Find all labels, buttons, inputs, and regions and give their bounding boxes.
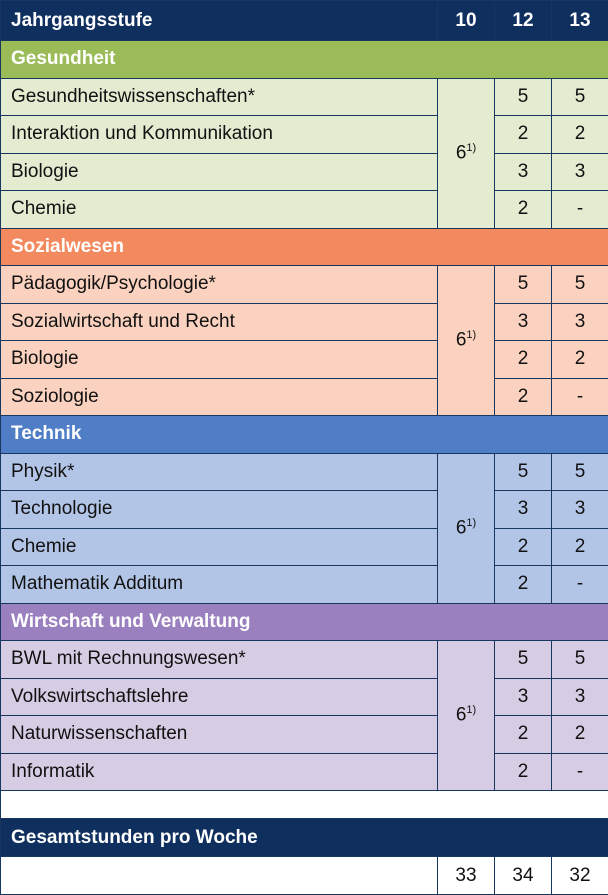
spacer-row (1, 791, 608, 819)
hours-13: 5 (552, 453, 608, 491)
table-row (1, 453, 608, 491)
section-row-wirtschaft (1, 603, 608, 641)
hours-12: 2 (495, 191, 552, 229)
table-row (1, 153, 608, 191)
table-row (1, 528, 608, 566)
total-10: 33 (438, 857, 495, 895)
table-row (1, 491, 608, 529)
hours-13: 2 (552, 528, 608, 566)
section-title: Technik (1, 416, 608, 454)
hours-12: 2 (495, 528, 552, 566)
total-13: 32 (552, 857, 608, 895)
table-row (1, 116, 608, 154)
section-title: Gesundheit (1, 41, 608, 79)
section-row-sozialwesen (1, 228, 608, 266)
hours-12: 2 (495, 566, 552, 604)
subject-cell: Biologie (1, 341, 438, 379)
section-row-gesundheit (1, 41, 608, 79)
subject-cell: Naturwissenschaften (1, 716, 438, 754)
table-row (1, 78, 608, 116)
total-header-row (1, 819, 608, 857)
table-row (1, 716, 608, 754)
hours-13: 2 (552, 716, 608, 754)
subject-cell: Pädagogik/Psychologie* (1, 266, 438, 304)
shared-hours-10: 6$^{1)}$ (438, 453, 495, 603)
subject-cell: Gesundheitswissenschaften* (1, 78, 438, 116)
hours-13: 3 (552, 678, 608, 716)
subject-cell: Chemie (1, 191, 438, 229)
total-row (1, 857, 608, 895)
header-label: Jahrgangsstufe (1, 1, 438, 41)
spacer-cell (1, 791, 608, 819)
table-row (1, 341, 608, 379)
section-title: Sozialwesen (1, 228, 608, 266)
table-row (1, 566, 608, 604)
hours-12: 2 (495, 753, 552, 791)
subject-cell: Volkswirtschaftslehre (1, 678, 438, 716)
shared-hours-10: 6$^{1)}$ (438, 641, 495, 791)
hours-12: 5 (495, 266, 552, 304)
subject-cell: Interaktion und Kommunikation (1, 116, 438, 154)
total-empty-cell (1, 857, 438, 895)
hours-12: 2 (495, 716, 552, 754)
header-row (1, 1, 608, 41)
shared-hours-10: 6$^{1)}$ (438, 266, 495, 416)
section-title: Wirtschaft und Verwaltung (1, 603, 608, 641)
hours-12: 3 (495, 153, 552, 191)
hours-12: 2 (495, 378, 552, 416)
hours-13: 2 (552, 341, 608, 379)
table-row (1, 753, 608, 791)
section-row-technik (1, 416, 608, 454)
table-row (1, 641, 608, 679)
total-12: 34 (495, 857, 552, 895)
hours-13: - (552, 378, 608, 416)
hours-12: 2 (495, 116, 552, 154)
hours-12: 5 (495, 453, 552, 491)
subject-cell: Informatik (1, 753, 438, 791)
hours-13: 3 (552, 491, 608, 529)
hours-13: - (552, 191, 608, 229)
shared-hours-10: 6$^{1)}$ (438, 78, 495, 228)
subject-cell: Biologie (1, 153, 438, 191)
subject-cell: BWL mit Rechnungswesen* (1, 641, 438, 679)
table-row (1, 678, 608, 716)
subject-cell: Physik* (1, 453, 438, 491)
subject-cell: Chemie (1, 528, 438, 566)
hours-13: 5 (552, 78, 608, 116)
subject-cell: Technologie (1, 491, 438, 529)
subject-cell: Sozialwirtschaft und Recht (1, 303, 438, 341)
hours-12: 3 (495, 303, 552, 341)
hours-13: - (552, 753, 608, 791)
hours-13: 5 (552, 641, 608, 679)
hours-13: - (552, 566, 608, 604)
hours-13: 3 (552, 303, 608, 341)
subject-cell: Mathematik Additum (1, 566, 438, 604)
subject-cell: Soziologie (1, 378, 438, 416)
hours-12: 3 (495, 491, 552, 529)
total-label: Gesamtstunden pro Woche (1, 819, 608, 857)
header-col-10: 10 (438, 1, 495, 41)
hours-12: 5 (495, 78, 552, 116)
hours-12: 2 (495, 341, 552, 379)
table-row (1, 191, 608, 229)
hours-12: 3 (495, 678, 552, 716)
hours-13: 5 (552, 266, 608, 304)
header-col-12: 12 (495, 1, 552, 41)
header-col-13: 13 (552, 1, 608, 41)
table-row (1, 266, 608, 304)
hours-13: 2 (552, 116, 608, 154)
table-row (1, 378, 608, 416)
hours-13: 3 (552, 153, 608, 191)
hours-12: 5 (495, 641, 552, 679)
table-row (1, 303, 608, 341)
